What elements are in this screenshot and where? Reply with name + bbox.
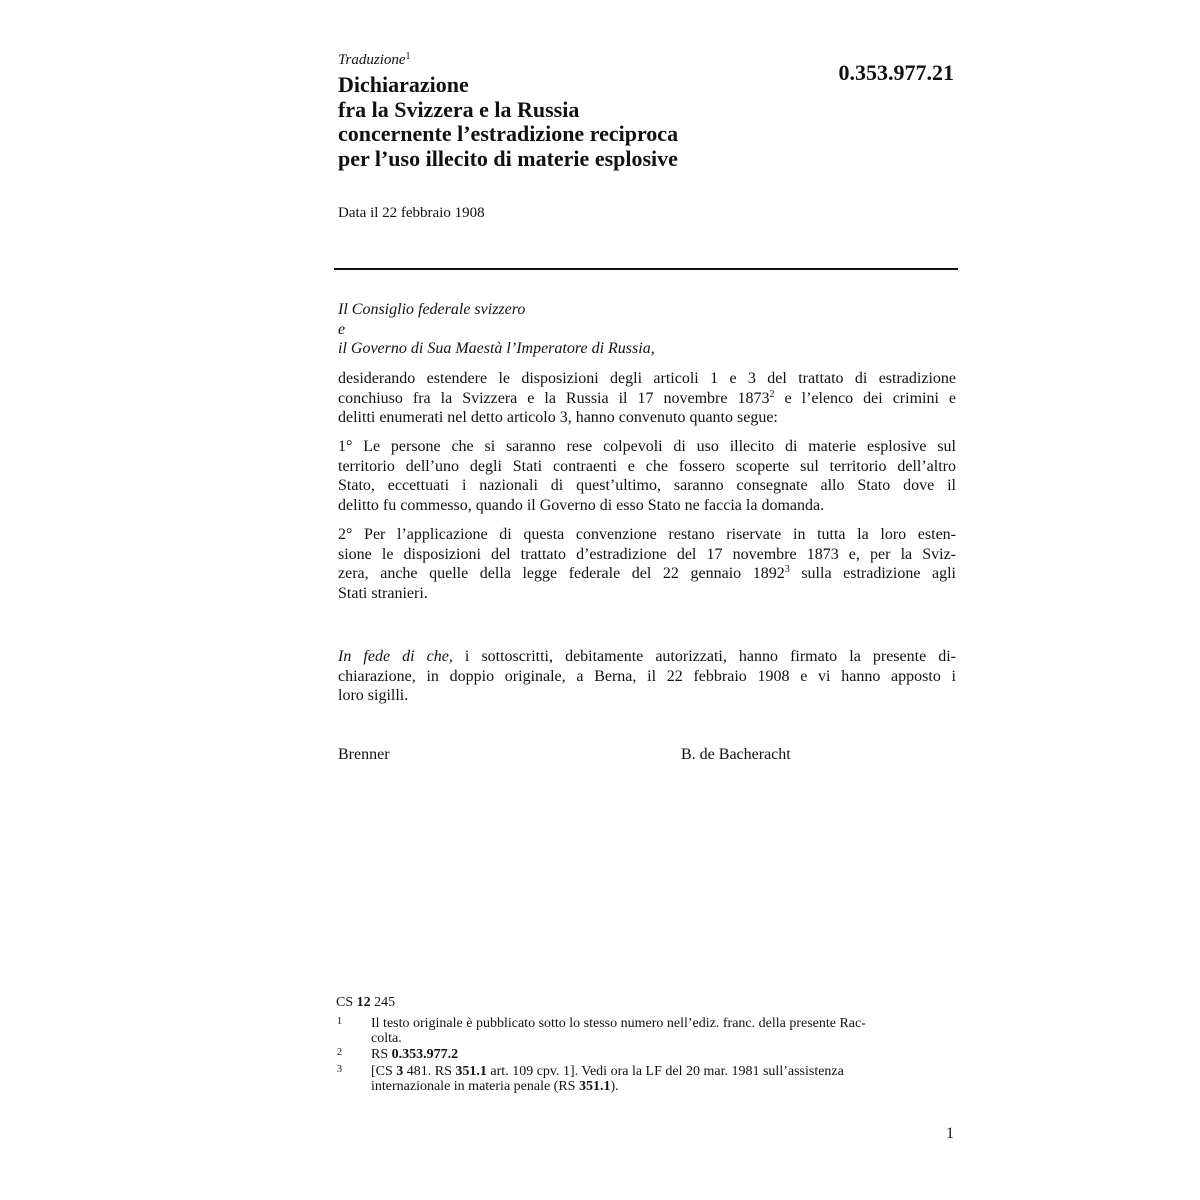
- footnote-ref-2[interactable]: 2: [769, 388, 775, 400]
- paragraph-line: [338, 564, 956, 584]
- document-title: [338, 73, 818, 171]
- translation-label: [338, 52, 411, 69]
- footnote-volume: 3: [396, 1064, 404, 1079]
- article-1: [338, 437, 956, 515]
- footnote-text-part: ).: [610, 1079, 619, 1094]
- footnote-line: colta.: [371, 1031, 402, 1046]
- paragraph-text: zera, anche quelle della legge federale del 22 gennaio 1892: [338, 565, 785, 582]
- title-line: per l’uso illecito di materie esplosive: [338, 145, 678, 171]
- closing-paragraph: [338, 647, 956, 706]
- footnote-text-part: [CS: [371, 1064, 393, 1079]
- in-fede-phrase: In fede di che,: [338, 648, 453, 665]
- footnote-number: 3: [337, 1064, 342, 1075]
- footnote-link[interactable]: 351.1: [455, 1064, 487, 1079]
- footnote-text-part: 481. RS: [406, 1064, 452, 1079]
- cs-page: 245: [374, 995, 396, 1010]
- footnote-line: Il testo originale è pubblicato sotto lo stesso numero nell’ediz. franc. della presente Rac-: [371, 1016, 866, 1031]
- signature-russia: B. de Bacheracht: [681, 746, 791, 763]
- paragraph-line: 1° Le persone che si saranno rese colpevoli di uso illecito di materie esplosive sul: [338, 438, 956, 455]
- header-divider: [334, 268, 958, 270]
- footnote-text-part: art. 109 cpv. 1]. Vedi ora la LF del 20 mar. 1981 sull’assistenza: [490, 1064, 844, 1079]
- title-line: concernente l’estradizione reciproca: [338, 121, 679, 146]
- paragraph-line: sione le disposizioni del trattato d’estradizione del 17 novembre 1873 e, per la Sviz-: [338, 545, 956, 563]
- cs-reference: [336, 995, 395, 1011]
- title-line: fra la Svizzera e la Russia: [338, 96, 580, 122]
- cs-volume: 12: [356, 995, 371, 1010]
- page-number: 1: [946, 1125, 954, 1142]
- party-line: il Governo di Sua Maestà l’Imperatore di Russia,: [338, 340, 655, 357]
- paragraph-line: desiderando estendere le disposizioni degli articoli 1 e 3 del trattato di estradizione: [338, 370, 956, 387]
- signature-switzerland: Brenner: [338, 746, 390, 763]
- article-2: [338, 525, 956, 603]
- paragraph-line: Stati stranieri.: [338, 584, 428, 602]
- footnote-link[interactable]: 0.353.977.2: [391, 1047, 459, 1062]
- paragraph-text: e l’elenco dei crimini e: [784, 389, 957, 407]
- footnote-text: [371, 1064, 946, 1094]
- footnote-line: [371, 1079, 946, 1094]
- document-date: Data il 22 febbraio 1908: [338, 205, 485, 221]
- paragraph-line: [338, 389, 956, 409]
- footnote-link[interactable]: 351.1: [578, 1079, 611, 1094]
- title-line: Dichiarazione: [338, 72, 469, 97]
- party-line: e: [338, 320, 346, 338]
- cs-prefix: CS: [336, 995, 354, 1010]
- footnote-line: [371, 1064, 946, 1079]
- paragraph-line: loro sigilli.: [338, 687, 409, 704]
- footnote-ref-1[interactable]: 1: [405, 51, 411, 62]
- parties-block: [338, 300, 655, 359]
- paragraph-line: [338, 647, 956, 667]
- translation-text: Traduzione: [338, 52, 406, 68]
- paragraph-text: conchiuso fra la Svizzera e la Russia il 17 novembre 1873: [338, 389, 770, 407]
- sr-number: 0.353.977.21: [838, 60, 954, 85]
- paragraph-line: Stato, eccettuati i nazionali di quest’ultimo, saranno consegnate allo Stato dove il: [338, 477, 956, 494]
- preamble-paragraph: [338, 369, 956, 428]
- paragraph-text: sulla estradizione agli: [801, 565, 957, 582]
- paragraph-text: i sottoscritti, debitamente autorizzati, hanno firmato la presente di-: [464, 648, 957, 665]
- paragraph-line: delitti enumerati nel detto articolo 3, hanno convenuto quanto segue:: [338, 409, 778, 426]
- paragraph-line: 2° Per l’applicazione di questa convenzione restano riservate in tutta la loro esten-: [338, 526, 956, 543]
- paragraph-line: territorio dell’uno degli Stati contraenti e che fossero scoperte sul territorio dell’altro: [338, 457, 956, 475]
- footnote-text: [371, 1047, 946, 1062]
- footnote-ref-3[interactable]: 3: [784, 564, 790, 575]
- footnote-number: 2: [337, 1047, 342, 1058]
- paragraph-line: delitto fu commesso, quando il Governo di esso Stato ne faccia la domanda.: [338, 496, 825, 514]
- party-line: Il Consiglio federale svizzero: [338, 301, 526, 318]
- footnote-text: [371, 1016, 946, 1046]
- footnote-number: 1: [337, 1016, 342, 1027]
- footnote-prefix: RS: [371, 1047, 389, 1062]
- footnote-text-part: internazionale in materia penale (RS: [371, 1079, 576, 1094]
- paragraph-line: chiarazione, in doppio originale, a Berna, il 22 febbraio 1908 e vi hanno apposto i: [338, 667, 956, 685]
